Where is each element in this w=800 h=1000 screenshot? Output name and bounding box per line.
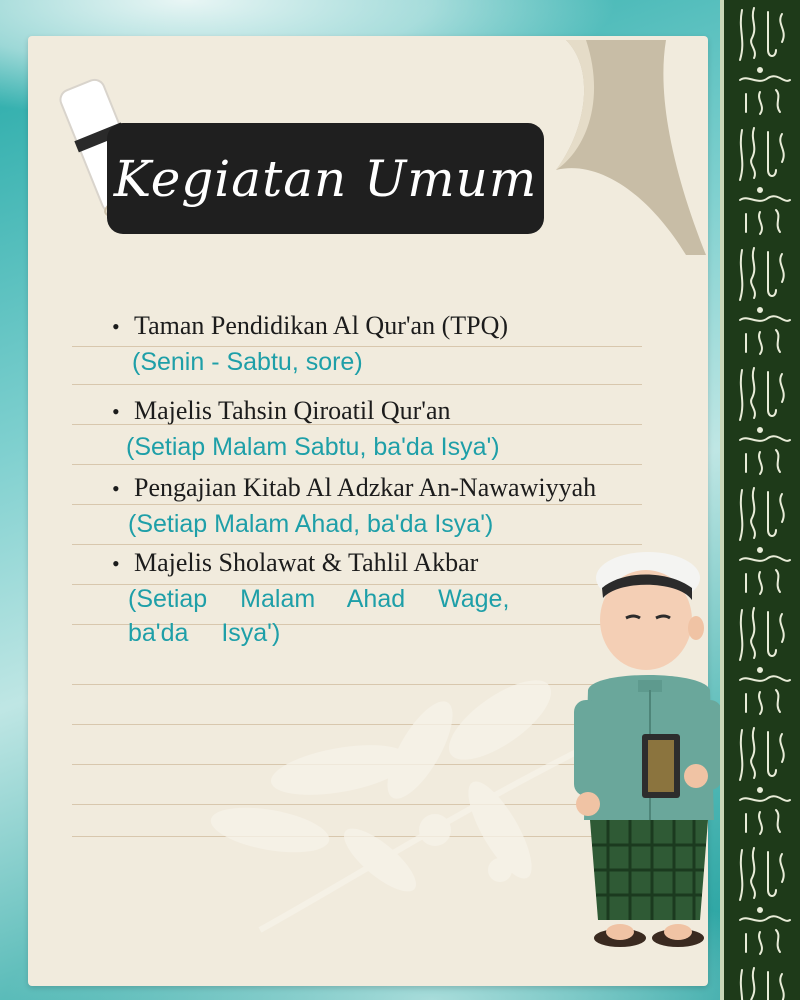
list-item [112, 308, 702, 379]
activity-name: Pengajian Kitab Al Adzkar An-Nawawiyyah [134, 473, 597, 502]
activity-name: Majelis Sholawat & Tahlil Akbar [134, 548, 479, 577]
calligraphy-border [720, 0, 800, 1000]
list-item [112, 393, 702, 464]
activity-name: Taman Pendidikan Al Qur'an (TPQ) [134, 311, 509, 340]
activity-time-line1: (Setiap Malam Ahad Wage, [128, 585, 510, 613]
activity-time-line2: ba'da Isya') [128, 619, 281, 647]
activity-time: (Setiap Malam Sabtu, ba'da Isya') [126, 433, 500, 461]
paper-curl-decoration [556, 40, 706, 260]
bullet: • [112, 551, 120, 576]
list-item [112, 470, 702, 541]
page-title: Kegiatan Umum [113, 149, 538, 208]
leaf-decoration-icon [200, 680, 620, 960]
activity-time: (Senin - Sabtu, sore) [132, 348, 363, 376]
bullet: • [112, 476, 120, 501]
activity-name: Majelis Tahsin Qiroatil Qur'an [134, 396, 451, 425]
bullet: • [112, 399, 120, 424]
character-illustration [568, 540, 728, 960]
activity-time: (Setiap Malam Ahad, ba'da Isya') [128, 510, 494, 538]
calligraphy-pattern-icon [724, 0, 800, 1000]
title-banner [107, 123, 544, 234]
bullet: • [112, 314, 120, 339]
